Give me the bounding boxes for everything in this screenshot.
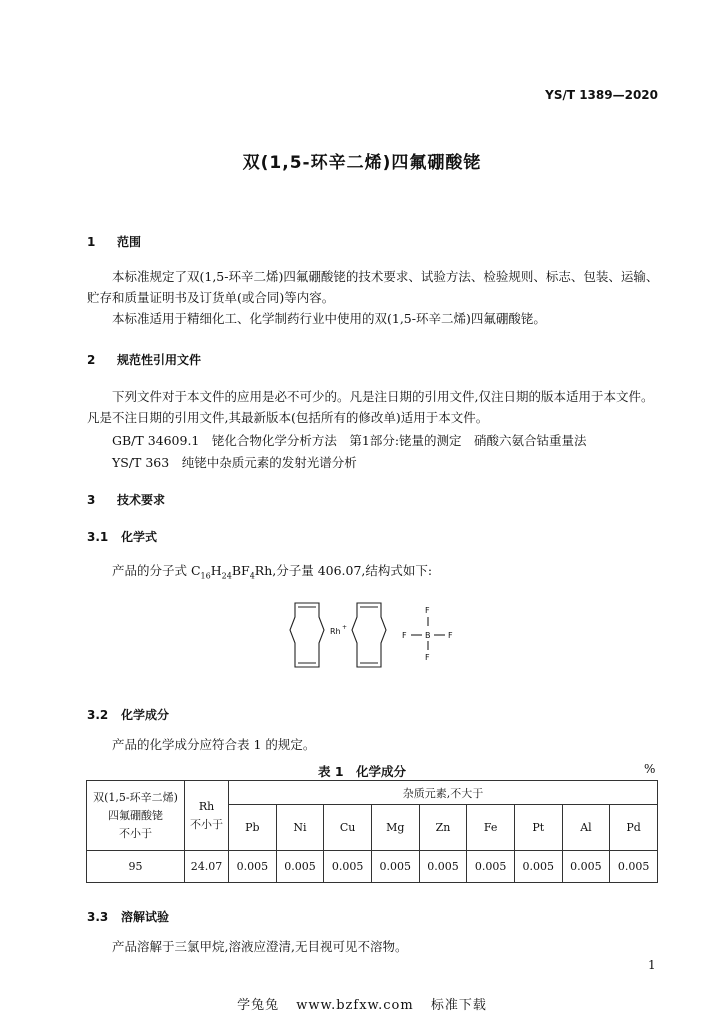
- header-rh: [185, 781, 229, 851]
- formula-prefix: 产品的分子式 C: [112, 563, 201, 578]
- formula-sub-c: 16: [200, 571, 211, 581]
- element-cell: Fe: [467, 805, 515, 851]
- section-title: 范围: [117, 235, 142, 249]
- cyclooctadiene-ring-right: [352, 603, 386, 667]
- section-number: 3.1: [87, 530, 109, 544]
- section-number: 2: [87, 353, 96, 367]
- header-main-content: [87, 781, 185, 851]
- table-row: [87, 851, 658, 883]
- value-cell: 0.005: [562, 851, 610, 883]
- reference-gbt-34609-1: GB/T 34609.1 铑化合物化学分析方法 第1部分:铑量的测定 硝酸六氨合钴重量法: [112, 433, 587, 448]
- footer-url[interactable]: www.bzfxw.com: [296, 998, 414, 1013]
- element-cell: Ni: [276, 805, 324, 851]
- element-cell: Zn: [419, 805, 467, 851]
- document-title: 双(1,5-环辛二烯)四氟硼酸铑: [242, 153, 482, 173]
- table-caption: 表 1 化学成分: [318, 764, 407, 779]
- value-cell: 0.005: [610, 851, 658, 883]
- rhodium-label: Rh: [330, 627, 341, 636]
- table-header-row: [87, 781, 658, 805]
- section-3-1-heading: [87, 528, 157, 545]
- footer-watermark: [0, 994, 724, 1013]
- element-cell: Al: [562, 805, 610, 851]
- value-rh: 24.07: [185, 851, 229, 883]
- header-line: 双(1,5-环辛二烯): [93, 790, 178, 804]
- formula-h: H: [210, 563, 222, 578]
- section-title: 技术要求: [117, 493, 166, 507]
- section-3-2-heading: [87, 706, 169, 723]
- formula-sub-f: 4: [249, 571, 255, 581]
- section-title: 溶解试验: [121, 910, 170, 924]
- value-cell: 0.005: [371, 851, 419, 883]
- fluorine-bottom: F: [425, 653, 430, 662]
- value-cell: 0.005: [276, 851, 324, 883]
- value-cell: 0.005: [229, 851, 277, 883]
- header-impurities: 杂质元素,不大于: [229, 781, 658, 805]
- molecular-formula-text: [112, 560, 652, 587]
- section-title: 化学式: [121, 530, 158, 544]
- formula-suffix: Rh,分子量 406.07,结构式如下:: [254, 563, 433, 578]
- value-main: 95: [87, 851, 185, 883]
- structural-formula-diagram: [275, 595, 475, 675]
- header-line: Rh: [198, 799, 215, 813]
- section-3-2-paragraph: 产品的化学成分应符合表 1 的规定。: [112, 737, 316, 752]
- section-title: 规范性引用文件: [117, 353, 202, 367]
- section-3-3-paragraph: 产品溶解于三氯甲烷,溶液应澄清,无目视可见不溶物。: [112, 939, 408, 954]
- reference-yst-363: YS/T 363 纯铑中杂质元素的发射光谱分析: [112, 455, 357, 470]
- fluorine-top: F: [425, 606, 430, 615]
- section-title: 化学成分: [121, 708, 170, 722]
- header-line: 四氟硼酸铑: [108, 808, 163, 822]
- boron-label: B: [425, 631, 431, 640]
- table-unit: %: [644, 762, 656, 776]
- section-number: 3: [87, 493, 96, 507]
- element-cell: Pt: [514, 805, 562, 851]
- value-cell: 0.005: [467, 851, 515, 883]
- value-cell: 0.005: [324, 851, 372, 883]
- page-number: 1: [648, 958, 656, 972]
- footer-site-name: 学兔兔: [237, 998, 280, 1013]
- fluorine-right: F: [448, 631, 453, 640]
- header-line: 不小于: [119, 826, 152, 840]
- footer-slogan: 标准下载: [430, 998, 487, 1013]
- rhodium-charge: +: [342, 624, 348, 631]
- header-line: 不小于: [190, 817, 223, 831]
- element-cell: Mg: [371, 805, 419, 851]
- section-number: 3.3: [87, 910, 109, 924]
- formula-bf: BF: [231, 563, 250, 578]
- element-cell: Pd: [610, 805, 658, 851]
- section-1-paragraph-1: 本标准规定了双(1,5-环辛二烯)四氟硼酸铑的技术要求、试验方法、检验规则、标志、包装、运输、贮存和质量证明书及订货单(或合同)等内容。: [87, 269, 659, 305]
- section-3-3-heading: [87, 908, 169, 925]
- section-2-paragraph-1: 下列文件对于本文件的应用是必不可少的。凡是注日期的引用文件,仅注日期的版本适用于本文件。凡是不注日期的引用文件,其最新版本(包括所有的修改单)适用于本文件。: [87, 389, 654, 425]
- value-cell: 0.005: [514, 851, 562, 883]
- section-1-heading: [87, 233, 141, 250]
- fluorine-left: F: [402, 631, 407, 640]
- section-2-heading: [87, 351, 201, 368]
- section-1-paragraph-2: 本标准适用于精细化工、化学制药行业中使用的双(1,5-环辛二烯)四氟硼酸铑。: [112, 311, 546, 326]
- section-number: 1: [87, 235, 96, 249]
- cyclooctadiene-ring-left: [290, 603, 324, 667]
- element-cell: Pb: [229, 805, 277, 851]
- element-cell: Cu: [324, 805, 372, 851]
- section-number: 3.2: [87, 708, 109, 722]
- standard-number: YS/T 1389—2020: [545, 88, 658, 102]
- value-cell: 0.005: [419, 851, 467, 883]
- chemical-composition-table: [86, 780, 658, 883]
- section-3-heading: [87, 491, 165, 508]
- formula-sub-h: 24: [221, 571, 232, 581]
